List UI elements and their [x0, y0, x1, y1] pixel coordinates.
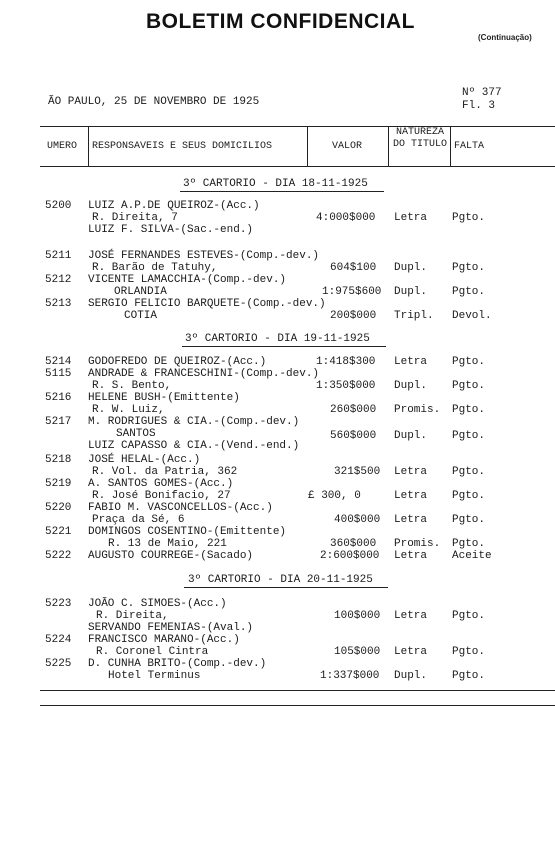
entry-nature: Letra	[394, 514, 428, 526]
entry-nature: Dupl.	[394, 286, 428, 298]
entry-falta: Pgto.	[452, 646, 486, 658]
entry-name: VICENTE LAMACCHIA-(Comp.-dev.)	[88, 274, 287, 286]
entry-falta: Devol.	[452, 310, 492, 322]
entry-number: 5220	[45, 502, 72, 514]
entry-nature: Letra	[394, 212, 428, 224]
section-underline	[182, 346, 386, 347]
place-date: ÃO PAULO, 25 DE NOVEMBRO DE 1925	[48, 96, 260, 108]
col-divider	[388, 126, 389, 167]
entry-name: LUIZ A.P.DE QUEIROZ-(Acc.)	[88, 200, 260, 212]
col-header-number: UMERO	[47, 141, 78, 152]
document-title: BOLETIM CONFIDENCIAL	[146, 10, 415, 33]
entry-value: 560$000	[330, 430, 377, 442]
entry-number: 5225	[45, 658, 72, 670]
col-header-natureza: NATUREZA DO TITULO	[392, 127, 447, 150]
entry-nature: Letra	[394, 466, 428, 478]
entry-falta: Pgto.	[452, 610, 486, 622]
entry-address: R. W. Luiz,	[92, 404, 165, 416]
entry-name: A. SANTOS GOMES-(Acc.)	[88, 478, 234, 490]
entry-name: LUIZ CAPASSO & CIA.-(Vend.-end.)	[88, 440, 300, 452]
entry-value: 1:975$600	[322, 286, 382, 298]
entry-nature: Promis.	[394, 404, 441, 416]
entry-name: D. CUNHA BRITO-(Comp.-dev.)	[88, 658, 267, 670]
section-underline	[184, 587, 388, 588]
entry-nature: Letra	[394, 646, 428, 658]
entry-value: 604$100	[330, 262, 377, 274]
entry-name: M. RODRIGUES & CIA.-(Comp.-dev.)	[88, 416, 300, 428]
entry-falta: Pgto.	[452, 404, 486, 416]
entry-nature: Letra	[394, 490, 428, 502]
continuation-label: (Continuação)	[478, 33, 532, 42]
entry-number: 5213	[45, 298, 72, 310]
entry-name: JOSÉ HELAL-(Acc.)	[88, 454, 201, 466]
col-divider	[450, 126, 451, 167]
entry-falta: Pgto.	[452, 466, 486, 478]
entry-address: R. José Bonifacio, 27	[92, 490, 231, 502]
entry-falta: Pgto.	[452, 514, 486, 526]
entry-value: 2:600$000	[320, 550, 380, 562]
entry-number: 5218	[45, 454, 72, 466]
col-header-falta: FALTA	[454, 141, 485, 152]
entry-name: GODOFREDO DE QUEIROZ-(Acc.)	[88, 356, 267, 368]
entry-number: 5200	[45, 200, 72, 212]
entry-address: COTIA	[124, 310, 158, 322]
entry-nature: Dupl.	[394, 380, 428, 392]
entry-value: £ 300, 0	[308, 490, 361, 502]
section-heading: 3º CARTORIO - DIA 19-11-1925	[185, 333, 370, 345]
entry-name: DOMINGOS COSENTINO-(Emittente)	[88, 526, 287, 538]
entry-nature: Letra	[394, 550, 428, 562]
entry-number: 5217	[45, 416, 72, 428]
entry-falta: Pgto.	[452, 380, 486, 392]
entry-value: 1:418$300	[316, 356, 376, 368]
entry-value: 260$000	[330, 404, 377, 416]
entry-address: R. Vol. da Patria, 362	[92, 466, 238, 478]
section-underline	[180, 191, 384, 192]
entry-number: 5212	[45, 274, 72, 286]
entry-nature: Promis.	[394, 538, 441, 550]
entry-number: 5222	[45, 550, 72, 562]
entry-address: R. Coronel Cintra	[96, 646, 209, 658]
page-number: Fl. 3	[462, 100, 496, 112]
entry-address: R. S. Bento,	[92, 380, 172, 392]
entry-falta: Pgto.	[452, 212, 486, 224]
entry-value: 4:000$000	[316, 212, 376, 224]
entry-number: 5224	[45, 634, 72, 646]
table-bottom-rule	[40, 705, 555, 706]
entry-value: 100$000	[334, 610, 381, 622]
section-heading: 3º CARTORIO - DIA 20-11-1925	[188, 574, 373, 586]
entry-number: 5216	[45, 392, 72, 404]
entry-nature: Dupl.	[394, 430, 428, 442]
section-heading: 3º CARTORIO - DIA 18-11-1925	[183, 178, 368, 190]
entry-nature: Letra	[394, 356, 428, 368]
entry-address: R. Direita, 7	[92, 212, 178, 224]
entry-name: HELENE BUSH-(Emittente)	[88, 392, 240, 404]
entry-address: R. Direita,	[96, 610, 169, 622]
entry-name: FABIO M. VASCONCELLOS-(Acc.)	[88, 502, 273, 514]
entry-falta: Pgto.	[452, 430, 486, 442]
entry-falta: Pgto.	[452, 538, 486, 550]
col-divider	[307, 126, 308, 167]
bulletin-number: Nº 377	[462, 87, 502, 99]
entry-address: R. 13 de Maio, 221	[108, 538, 227, 550]
entry-name: FRANCISCO MARANO-(Acc.)	[88, 634, 240, 646]
entry-address: R. Barão de Tatuhy,	[92, 262, 218, 274]
entry-nature: Letra	[394, 610, 428, 622]
entry-number: 5219	[45, 478, 72, 490]
entry-name: JOSÉ FERNANDES ESTEVES-(Comp.-dev.)	[88, 250, 320, 262]
entry-name: AUGUSTO COURREGE-(Sacado)	[88, 550, 254, 562]
entry-falta: Pgto.	[452, 286, 486, 298]
entry-number: 5221	[45, 526, 72, 538]
entry-number: 5214	[45, 356, 72, 368]
entry-number: 5211	[45, 250, 72, 262]
entry-value: 200$000	[330, 310, 377, 322]
entry-nature: Dupl.	[394, 670, 428, 682]
entry-falta: Pgto.	[452, 356, 486, 368]
table-top-rule	[40, 126, 555, 127]
entry-name: LUIZ F. SILVA-(Sac.-end.)	[88, 224, 254, 236]
entry-value: 1:350$000	[316, 380, 376, 392]
entry-address: ORLANDIA	[114, 286, 167, 298]
entry-nature: Dupl.	[394, 262, 428, 274]
col-header-responsaveis: RESPONSAVEIS E SEUS DOMICILIOS	[92, 141, 273, 152]
entry-falta: Aceite	[452, 550, 492, 562]
entry-address: SANTOS	[116, 428, 156, 440]
entry-value: 360$000	[330, 538, 377, 550]
col-divider	[88, 126, 89, 167]
entry-value: 105$000	[334, 646, 381, 658]
entry-name: ANDRADE & FRANCESCHINI-(Comp.-dev.)	[88, 368, 320, 380]
entry-name: JOÃO C. SIMOES-(Acc.)	[88, 598, 227, 610]
entry-falta: Pgto.	[452, 490, 486, 502]
entry-falta: Pgto.	[452, 262, 486, 274]
entry-name: SERGIO FELICIO BARQUETE-(Comp.-dev.)	[88, 298, 326, 310]
entry-address: Hotel Terminus	[108, 670, 201, 682]
entry-number: 5223	[45, 598, 72, 610]
entry-value: 321$500	[334, 466, 381, 478]
entry-falta: Pgto.	[452, 670, 486, 682]
col-header-valor: VALOR	[332, 141, 363, 152]
entry-value: 1:337$000	[320, 670, 380, 682]
entry-number: 5115	[45, 368, 72, 380]
entry-name: SERVANDO FEMENIAS-(Aval.)	[88, 622, 254, 634]
table-bottom-rule	[40, 690, 555, 691]
entry-value: 400$000	[334, 514, 381, 526]
entry-nature: Tripl.	[394, 310, 434, 322]
entry-address: Praça da Sé, 6	[92, 514, 185, 526]
table-header-rule	[40, 166, 555, 167]
